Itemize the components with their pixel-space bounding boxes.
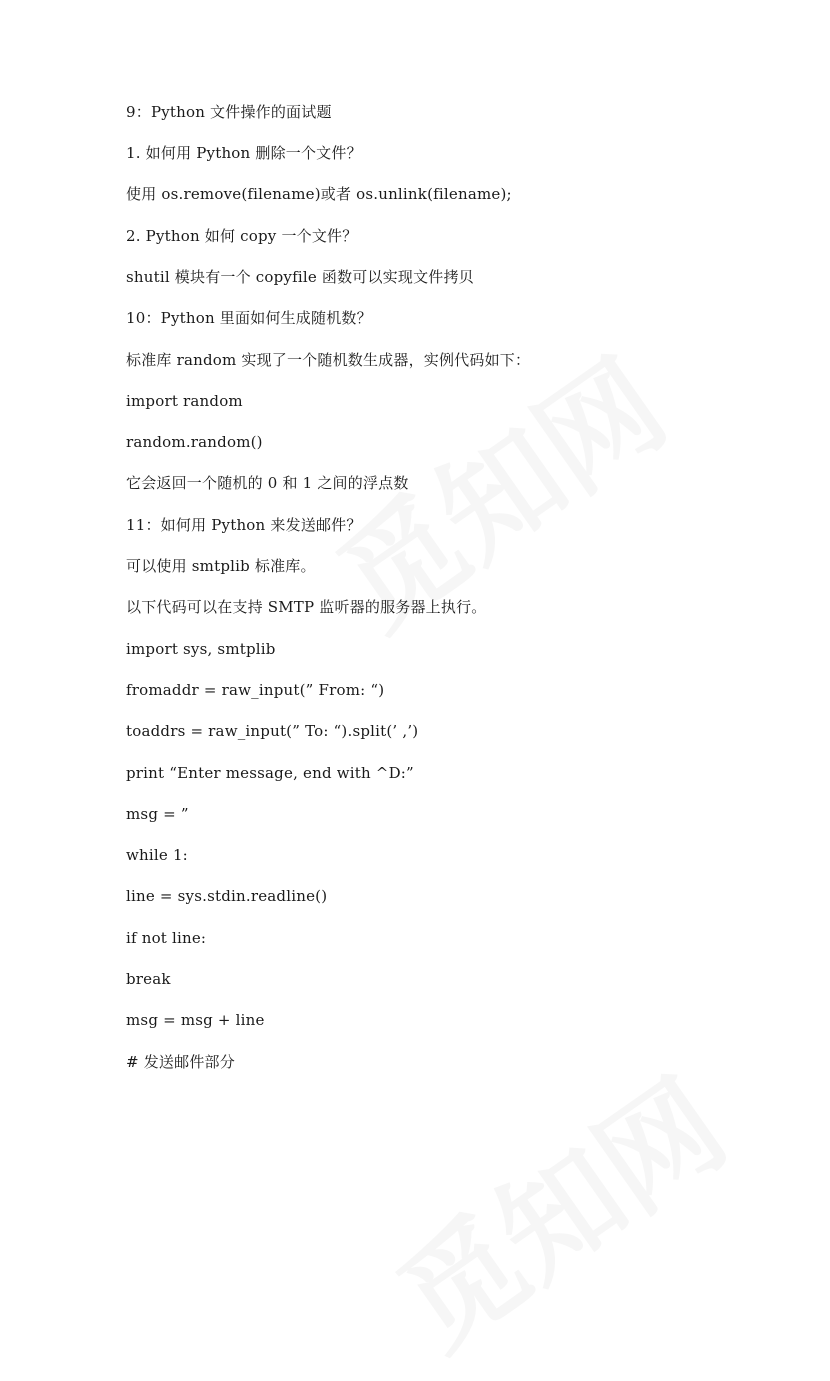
answer: 它会返回一个随机的 0 和 1 之间的浮点数 — [126, 474, 409, 492]
code-line: # 发送邮件部分 — [126, 1053, 235, 1071]
question: 1. 如何用 Python 删除一个文件？ — [126, 144, 362, 162]
answer: 标准库 random 实现了一个随机数生成器，实例代码如下： — [126, 351, 531, 369]
code-line: import sys, smtplib — [126, 640, 276, 658]
code-line: line = sys.stdin.readline() — [126, 887, 328, 905]
code-line: break — [126, 970, 171, 988]
answer: shutil 模块有一个 copyfile 函数可以实现文件拷贝 — [126, 268, 474, 286]
section-heading: 11：如何用 Python 来发送邮件？ — [126, 516, 362, 534]
code-line: print “Enter message, end with ^D:” — [126, 764, 414, 782]
code-line: fromaddr = raw_input(” From: “) — [126, 681, 385, 699]
code-line: if not line: — [126, 929, 207, 947]
code-line: while 1: — [126, 846, 188, 864]
code-line: msg = msg + line — [126, 1011, 265, 1029]
question: 2. Python 如何 copy 一个文件？ — [126, 227, 358, 245]
answer: 可以使用 smtplib 标准库。 — [126, 557, 316, 575]
answer: 使用 os.remove(filename)或者 os.unlink(filename); — [126, 185, 512, 203]
answer: 以下代码可以在支持 SMTP 监听器的服务器上执行。 — [126, 598, 487, 616]
section-heading: 10：Python 里面如何生成随机数？ — [126, 309, 372, 327]
code-line: toaddrs = raw_input(” To: “).split(’ ,’) — [126, 722, 419, 740]
code-line: random.random() — [126, 433, 263, 451]
code-line: msg = ” — [126, 805, 189, 823]
watermark — [360, 1034, 754, 1381]
section-heading: 9：Python 文件操作的面试题 — [126, 103, 332, 121]
code-line: import random — [126, 392, 243, 410]
